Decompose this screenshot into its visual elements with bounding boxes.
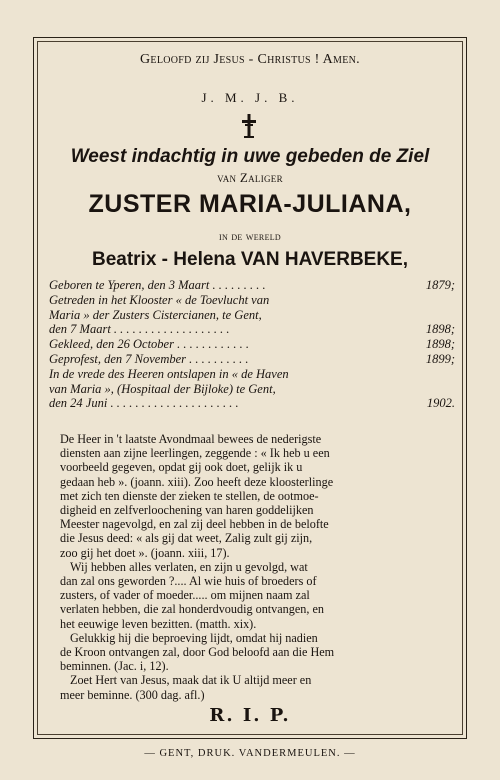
body-line: beminnen. (Jac. i, 12). bbox=[60, 659, 169, 674]
body-line: Zoet Hert van Jesus, maak dat ik U altijd meer en bbox=[70, 673, 312, 688]
body-line: digheid en zelfverloochening van haren goddelijken bbox=[60, 503, 314, 518]
cross-icon bbox=[240, 113, 258, 139]
intro-line: Weest indachtig in uwe gebeden de Ziel bbox=[70, 146, 430, 167]
sister-name: ZUSTER MARIA-JULIANA, bbox=[88, 190, 412, 218]
body-line: voorbeeld gegeven, opdat gij ook doet, gelijk ik u bbox=[60, 460, 303, 475]
printer-imprint: — GENT, DRUK. VANDERMEULEN. — bbox=[144, 748, 356, 759]
world-name: Beatrix - Helena VAN HAVERBEKE, bbox=[91, 249, 409, 270]
body-line: de Kroon ontvangen zal, door God beloofd aan die Hem bbox=[60, 645, 335, 660]
body-line: Meester nagevolgd, en zal zij deel hebben in de belofte bbox=[60, 517, 329, 532]
body-line: Gelukkig hij die beproeving lijdt, omdat hij nadien bbox=[70, 630, 318, 645]
life-event-text: Maria » der Zusters Cistercianen, te Gent, bbox=[49, 307, 262, 322]
life-event-text: den 7 Maart . . . . . . . . . . . . . . . . . . . bbox=[49, 322, 230, 337]
life-event-date: 1898; bbox=[425, 337, 455, 352]
motto: Geloofd zij Jesus - Christus ! Amen. bbox=[140, 52, 360, 67]
body-line: die Jesus deed: « als gij dat weet, Zalig zult gij zijn, bbox=[60, 531, 313, 546]
body-line: dan zal ons geworden ?.... Al wie huis of broeders of bbox=[60, 574, 317, 589]
body-line: gedaan heb ». (joann. xiii). Zoo heeft deze kloosterlinge bbox=[60, 474, 334, 489]
life-event-date: 1879; bbox=[425, 278, 455, 292]
body-line: Wij hebben alles verlaten, en zijn u gevolgd, wat bbox=[70, 559, 308, 574]
life-event-date: 1899; bbox=[425, 352, 455, 366]
body-paragraph bbox=[60, 432, 460, 702]
body-line: zusters, of vader of moeder..... om mijnen naam zal bbox=[60, 588, 310, 603]
body-line: diensten aan zijne leerlingen, zeggende : « Ik heb u een bbox=[60, 446, 330, 461]
in-de-wereld: in de wereld bbox=[218, 229, 282, 243]
life-event-date: 1898; bbox=[425, 322, 455, 337]
life-event-text: Getreden in het Klooster « de Toevlucht van bbox=[49, 292, 270, 307]
life-event-text: Gekleed, den 26 October . . . . . . . . . . . . bbox=[49, 337, 249, 352]
life-event-text: Geboren te Yperen, den 3 Maart . . . . . . . . . bbox=[49, 278, 266, 292]
life-event-date: 1902. bbox=[426, 396, 455, 411]
life-event-text: van Maria », (Hospitaal der Bijloke) te Gent, bbox=[49, 381, 276, 396]
body-line: verlaten hebben, die zal honderdvoudig ontvangen, en bbox=[60, 602, 324, 617]
body-line: meer beminne. (300 dag. afl.) bbox=[60, 687, 205, 702]
life-event-text: Geprofest, den 7 November . . . . . . . . . . bbox=[49, 352, 249, 366]
body-line: De Heer in 't laatste Avondmaal bewees de nederigste bbox=[60, 432, 322, 446]
body-line: zoo gij het doet ». (joann. xiii, 17). bbox=[60, 545, 230, 560]
van-zaliger: van Zaliger bbox=[217, 170, 283, 185]
initials: J. M. J. B. bbox=[201, 90, 299, 105]
life-event-text: In de vrede des Heeren ontslapen in « de Haven bbox=[49, 366, 289, 381]
rip: R. I. P. bbox=[209, 705, 291, 726]
body-line: met zich ten dienste der zieken te stellen, de ootmoe- bbox=[60, 488, 319, 503]
life-event-text: den 24 Juni . . . . . . . . . . . . . . . . . . . . . bbox=[49, 396, 239, 411]
body-line: het eeuwige leven bezitten. (matth. xix). bbox=[60, 616, 257, 631]
